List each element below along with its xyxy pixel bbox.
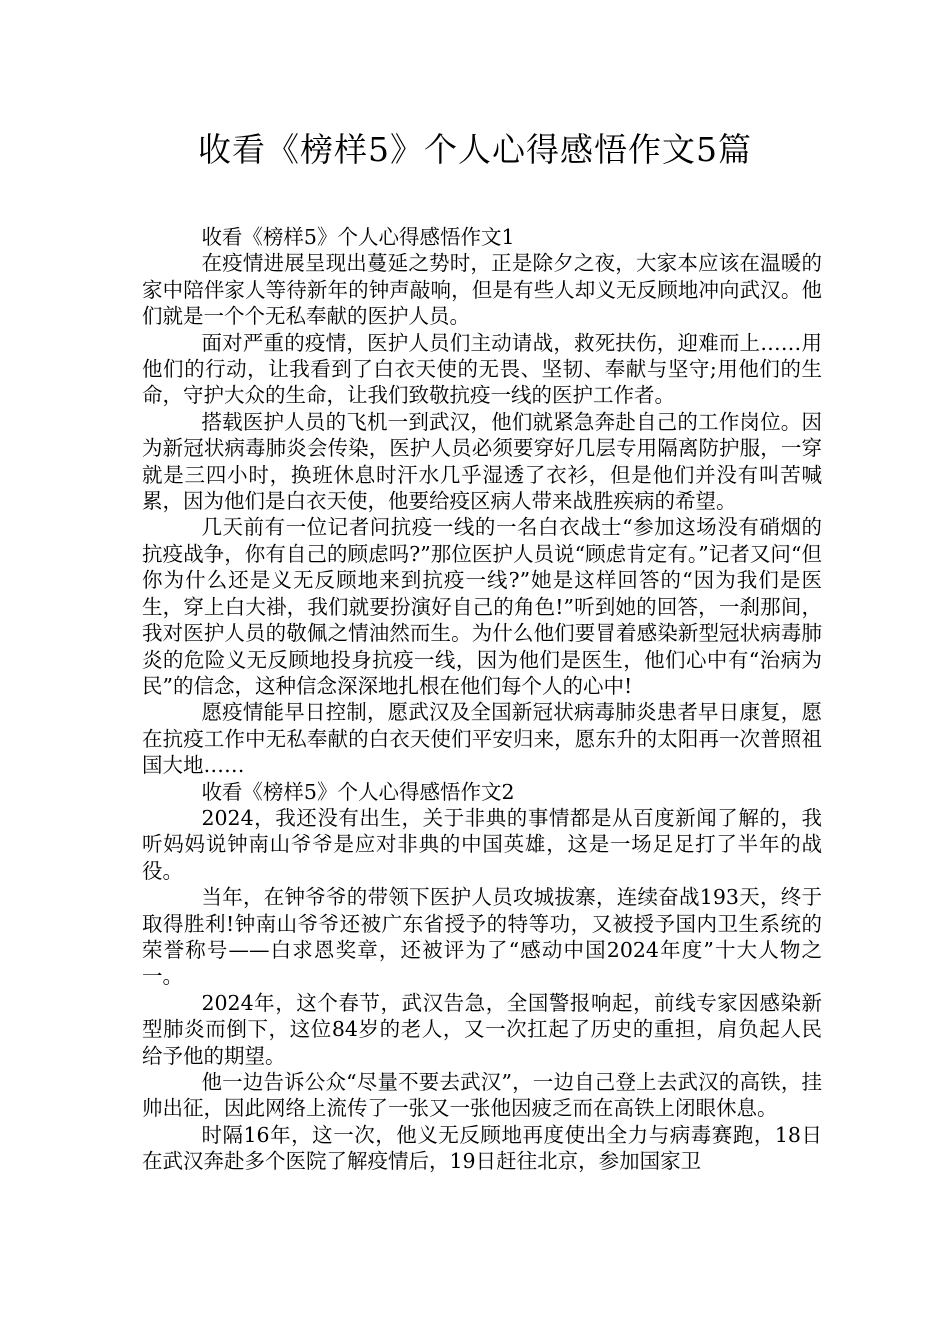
paragraph: 面对严重的疫情，医护人员们主动请战，救死扶伤，迎难而上……用他们的行动，让我看到了白衣天使的无畏、坚韧、奉献与坚守;用他们的生命，守护大众的生命，让我们致敬抗疫一线的医护工作者。	[142, 330, 822, 408]
paragraph: 2024年，这个春节，武汉告急，全国警报响起，前线专家因感染新型肺炎而倒下，这位84岁的老人，又一次扛起了历史的重担，肩负起人民给予他的期望。	[142, 990, 822, 1068]
paragraph: 当年，在钟爷爷的带领下医护人员攻城拔寨，连续奋战193天，终于取得胜利!钟南山爷爷还被广东省授予的特等功，又被授予国内卫生系统的荣誉称号——白求恩奖章，还被评为了“感动中国2024年度”十大人物之一。	[142, 885, 822, 989]
paragraph: 愿疫情能早日控制，愿武汉及全国新冠状病毒肺炎患者早日康复，愿在抗疫工作中无私奉献的白衣天使们平安归来，愿东升的太阳再一次普照祖国大地……	[142, 700, 822, 778]
paragraph: 时隔16年，这一次，他义无反顾地再度使出全力与病毒赛跑，18日在武汉奔赴多个医院了解疫情后，19日赶往北京，参加国家卫	[142, 1122, 822, 1174]
paragraph: 2024，我还没有出生，关于非典的事情都是从百度新闻了解的，我听妈妈说钟南山爷爷是应对非典的中国英雄，这是一场足足打了半年的战役。	[142, 805, 822, 883]
paragraph: 在疫情进展呈现出蔓延之势时，正是除夕之夜，大家本应该在温暖的家中陪伴家人等待新年的钟声敲响，但是有些人却义无反顾地冲向武汉。他们就是一个个无私奉献的医护人员。	[142, 251, 822, 329]
paragraph: 几天前有一位记者问抗疫一线的一名白衣战士“参加这场没有硝烟的抗疫战争，你有自己的顾虑吗?”那位医护人员说“顾虑肯定有。”记者又问“但你为什么还是义无反顾地来到抗疫一线?”她是这样回答的“因为我们是医生，穿上白大褂，我们就要扮演好自己的角色!”听到她的回答，一刹那间，我对医护人员的敬佩之情油然而生。为什么他们要冒着感染新型冠状病毒肺炎的危险义无反顾地投身抗疫一线，因为他们是医生，他们心中有“治病为民”的信念，这种信念深深地扎根在他们每个人的心中!	[142, 515, 822, 698]
document-body	[142, 224, 822, 1175]
paragraph: 搭载医护人员的飞机一到武汉，他们就紧急奔赴自己的工作岗位。因为新冠状病毒肺炎会传染，医护人员必须要穿好几层专用隔离防护服，一穿就是三四小时，换班休息时汗水几乎湿透了衣衫，但是他们并没有叫苦喊累，因为他们是白衣天使，他要给疫区病人带来战胜疾病的希望。	[142, 409, 822, 514]
document-title: 收看《榜样5》个人心得感悟作文5篇	[198, 130, 752, 169]
section-heading: 收看《榜样5》个人心得感悟作文1	[201, 225, 515, 249]
paragraph: 他一边告诉公众“尽量不要去武汉”，一边自己登上去武汉的高铁，挂帅出征，因此网络上流传了一张又一张他因疲乏而在高铁上闭眼休息。	[142, 1070, 822, 1121]
section-heading: 收看《榜样5》个人心得感悟作文2	[201, 779, 515, 804]
